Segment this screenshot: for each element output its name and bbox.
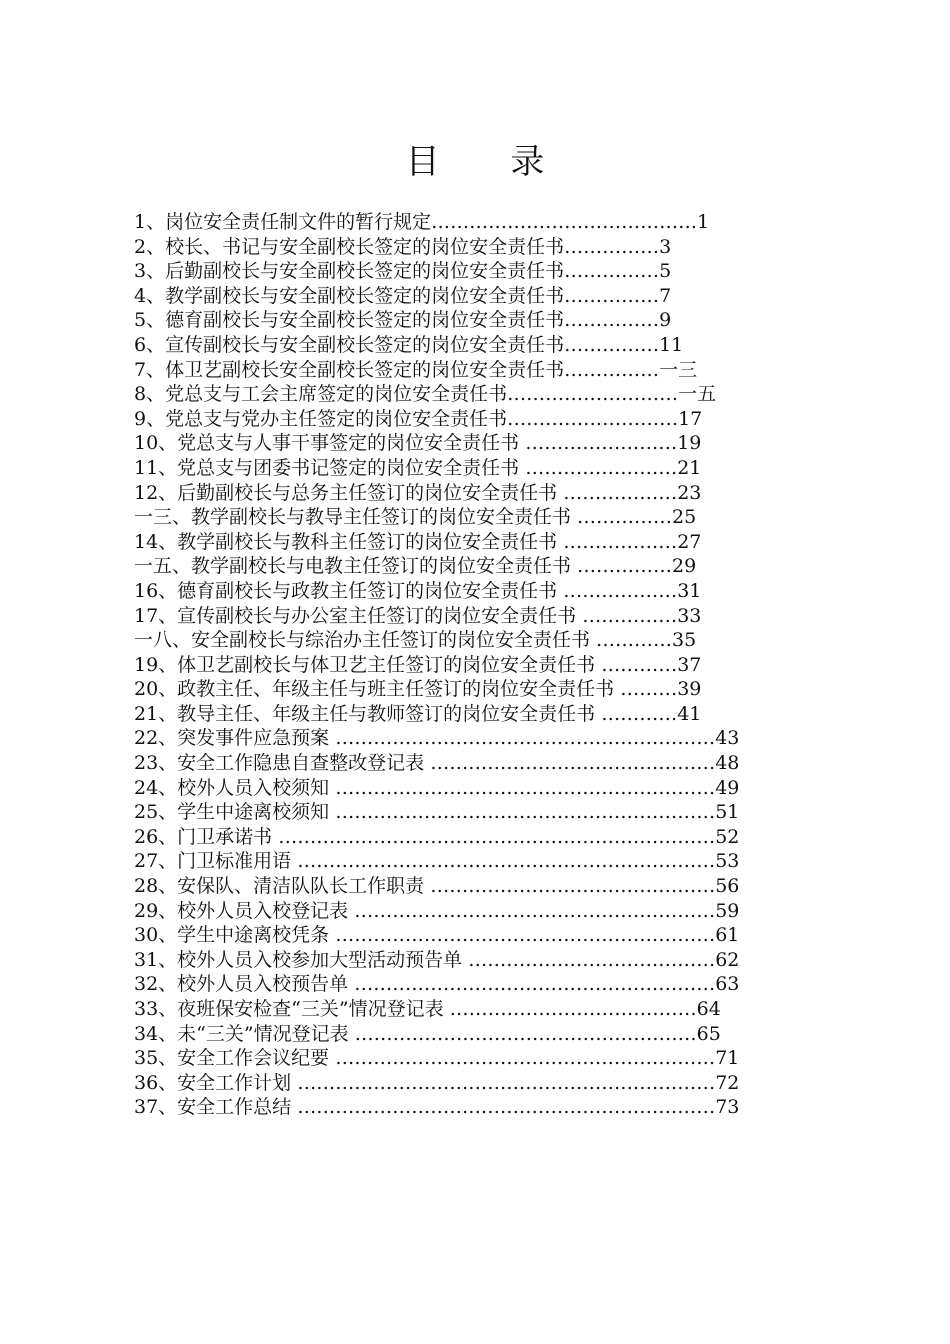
toc-entry-text: 21、教导主任、年级主任与教师签订的岗位安全责任书 …………41 <box>134 702 702 725</box>
toc-entry <box>134 554 794 579</box>
toc-entry <box>134 874 794 899</box>
toc-entry-text: 12、后勤副校长与总务主任签订的岗位安全责任书 ………………23 <box>134 481 702 504</box>
toc-entry <box>134 382 794 407</box>
toc-entry <box>134 235 794 260</box>
toc-entry <box>134 825 794 850</box>
toc-entry-text: 7、体卫艺副校长安全副校长签定的岗位安全责任书……………一三 <box>134 358 698 381</box>
toc-entry-text: 37、安全工作总结 …………………………………………………………73 <box>134 1096 740 1119</box>
toc-entry-text: 27、门卫标准用语 …………………………………………………………53 <box>134 850 740 873</box>
toc-entry <box>134 726 794 751</box>
page-title: 目 录 <box>405 142 575 182</box>
toc-entry <box>134 1095 794 1120</box>
toc-entry-text: 3、后勤副校长与安全副校长签定的岗位安全责任书……………5 <box>134 260 672 283</box>
toc-entry-text: 8、党总支与工会主席签定的岗位安全责任书………………………一五 <box>134 383 717 406</box>
toc-entry <box>134 604 794 629</box>
toc-entry <box>134 530 794 555</box>
toc-entry <box>134 923 794 948</box>
toc-entry-text: 24、校外人员入校须知 ……………………………………………………49 <box>134 776 740 799</box>
toc-entry <box>134 358 794 383</box>
toc-entry-text: 14、教学副校长与教科主任签订的岗位安全责任书 ………………27 <box>134 530 702 553</box>
toc-entry <box>134 481 794 506</box>
toc-entry <box>134 972 794 997</box>
toc-entry <box>134 431 794 456</box>
toc-entry-text: 34、未“三关”情况登记表 ………………………………………………65 <box>134 1022 721 1045</box>
toc-entry-text: 9、党总支与党办主任签定的岗位安全责任书………………………17 <box>134 407 703 430</box>
toc-entry <box>134 628 794 653</box>
toc-entry-text: 一八、安全副校长与综治办主任签订的岗位安全责任书 …………35 <box>134 629 697 652</box>
toc-entry <box>134 1022 794 1047</box>
toc-entry-text: 36、安全工作计划 …………………………………………………………72 <box>134 1071 740 1094</box>
toc-entry <box>134 751 794 776</box>
toc-entry-text: 6、宣传副校长与安全副校长签定的岗位安全责任书……………11 <box>134 333 684 356</box>
toc-entry-text: 一三、教学副校长与教导主任签订的岗位安全责任书 ……………25 <box>134 506 697 529</box>
toc-entry <box>134 1071 794 1096</box>
toc-entry-text: 22、突发事件应急预案 ……………………………………………………43 <box>134 727 740 750</box>
toc-entry <box>134 948 794 973</box>
toc-entry-text: 30、学生中途离校凭条 ……………………………………………………61 <box>134 924 740 947</box>
toc-entry <box>134 677 794 702</box>
toc-entry-text: 一五、教学副校长与电教主任签订的岗位安全责任书 ……………29 <box>134 555 697 578</box>
toc-entry <box>134 333 794 358</box>
toc-entry <box>134 407 794 432</box>
toc-entry <box>134 210 794 235</box>
toc-entry-text: 20、政教主任、年级主任与班主任签订的岗位安全责任书 ………39 <box>134 678 702 701</box>
toc-entry <box>134 776 794 801</box>
table-of-contents <box>134 210 794 1120</box>
toc-entry-text: 11、党总支与团委书记签定的岗位安全责任书 ……………………21 <box>134 456 702 479</box>
toc-entry-text: 31、校外人员入校参加大型活动预告单 …………………………………62 <box>134 948 740 971</box>
toc-entry-text: 19、体卫艺副校长与体卫艺主任签订的岗位安全责任书 …………37 <box>134 653 702 676</box>
toc-entry <box>134 653 794 678</box>
toc-entry <box>134 702 794 727</box>
toc-entry-text: 5、德育副校长与安全副校长签定的岗位安全责任书……………9 <box>134 309 672 332</box>
toc-entry-text: 29、校外人员入校登记表 …………………………………………………59 <box>134 899 740 922</box>
toc-entry-text: 2、校长、书记与安全副校长签定的岗位安全责任书……………3 <box>134 235 672 258</box>
toc-entry <box>134 1046 794 1071</box>
toc-entry <box>134 308 794 333</box>
toc-entry-text: 25、学生中途离校须知 ……………………………………………………51 <box>134 801 740 824</box>
toc-entry <box>134 579 794 604</box>
toc-entry <box>134 259 794 284</box>
toc-entry <box>134 899 794 924</box>
toc-entry-text: 23、安全工作隐患自查整改登记表 ………………………………………48 <box>134 752 740 775</box>
toc-entry <box>134 997 794 1022</box>
toc-entry-text: 28、安保队、清洁队队长工作职责 ………………………………………56 <box>134 875 740 898</box>
toc-entry-text: 35、安全工作会议纪要 ……………………………………………………71 <box>134 1047 740 1070</box>
toc-entry-text: 16、德育副校长与政教主任签订的岗位安全责任书 ………………31 <box>134 579 702 602</box>
toc-entry-text: 4、教学副校长与安全副校长签定的岗位安全责任书……………7 <box>134 284 672 307</box>
toc-entry-text: 26、门卫承诺书 ……………………………………………………………52 <box>134 825 740 848</box>
toc-entry-text: 33、夜班保安检查“三关”情况登记表 …………………………………64 <box>134 998 721 1020</box>
toc-entry-text: 10、党总支与人事干事签定的岗位安全责任书 ……………………19 <box>134 432 702 455</box>
toc-entry <box>134 284 794 309</box>
toc-entry <box>134 456 794 481</box>
toc-entry <box>134 849 794 874</box>
toc-entry-text: 17、宣传副校长与办公室主任签订的岗位安全责任书 ……………33 <box>134 604 702 627</box>
toc-entry-text: 32、校外人员入校预告单 …………………………………………………63 <box>134 973 740 996</box>
toc-entry-text: 1、岗位安全责任制文件的暂行规定……………………………………1 <box>134 211 710 233</box>
toc-entry <box>134 505 794 530</box>
toc-entry <box>134 800 794 825</box>
